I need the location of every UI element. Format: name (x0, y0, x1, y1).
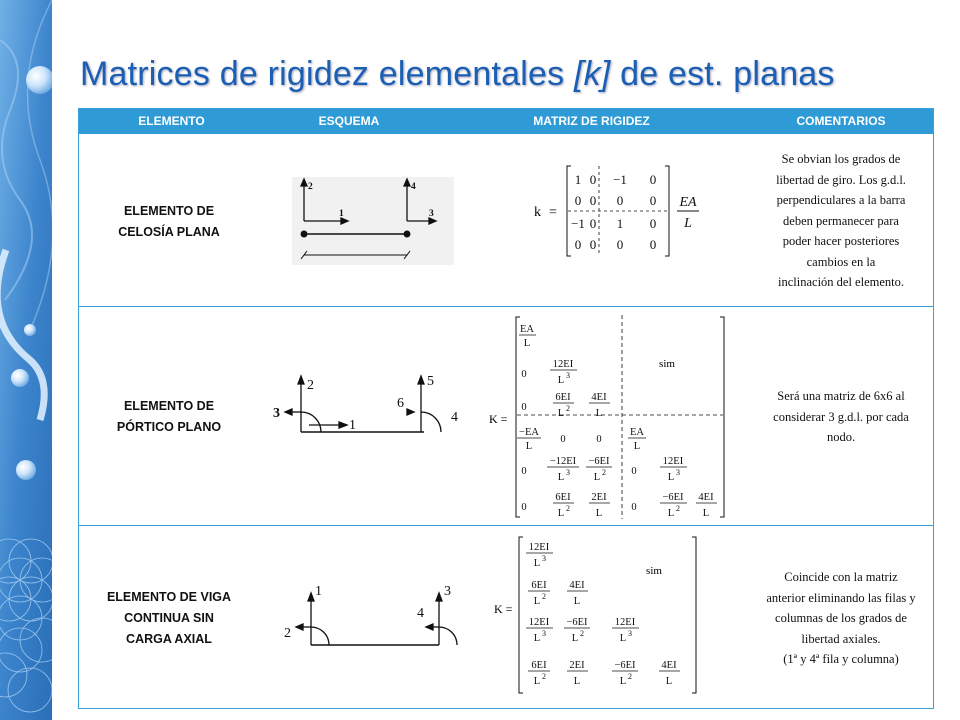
dof-label-2: 2 (307, 378, 314, 393)
comment-line: anterior eliminando las filas y (766, 590, 916, 605)
matrix-cell: L (533, 558, 541, 569)
matrix-exponent: 3 (566, 468, 570, 477)
row-divider (79, 525, 933, 526)
element-name-line: ELEMENTO DE (123, 399, 215, 413)
element-name-truss (79, 201, 259, 243)
beam-stiffness-matrix (489, 529, 709, 699)
dof-label-1: 1 (339, 209, 344, 219)
dof-label-1: 1 (349, 418, 356, 433)
matrix-exponent: 2 (566, 504, 570, 513)
matrix-cell: L (523, 338, 531, 349)
matrix-cell: L (573, 596, 581, 607)
matrix-cell: 4EI (569, 580, 585, 591)
comment-line: inclinación del elemento. (778, 275, 904, 289)
comment-frame (749, 386, 933, 448)
dof-label-1: 1 (315, 584, 322, 599)
dof-label-2: 2 (284, 626, 291, 641)
matrix-factor-num: EA (679, 195, 697, 210)
matrix-cell: L (593, 472, 601, 483)
matrix-exponent: 2 (628, 672, 632, 681)
stiffness-table (78, 108, 934, 709)
symmetry-label: sim (659, 358, 675, 370)
matrix-cell: 4EI (591, 392, 607, 403)
matrix-exponent: 2 (542, 592, 546, 601)
matrix-cell: 0 (521, 369, 527, 380)
header-matriz: MATRIZ DE RIGIDEZ (533, 114, 650, 128)
matrix-cell: EA (630, 427, 644, 438)
matrix-cell: 6EI (531, 580, 547, 591)
matrix-cell: 0 (649, 172, 657, 187)
symmetry-label: sim (646, 565, 662, 577)
header-esquema: ESQUEMA (318, 114, 380, 128)
matrix-cell: L (557, 408, 565, 419)
comment-line: cambios en la (806, 254, 876, 269)
matrix-cell: L (573, 676, 581, 687)
matrix-cell: L (595, 508, 603, 519)
matrix-cell: 12EI (528, 617, 550, 628)
dof-label-3: 3 (444, 584, 451, 599)
matrix-cell: 0 (560, 434, 566, 445)
dof-label-2: 2 (308, 182, 313, 192)
beam-schema-diagram (279, 577, 469, 657)
matrix-exponent: 2 (676, 504, 680, 513)
title-text-end: de est. planas (610, 55, 835, 93)
matrix-exponent: 3 (628, 629, 632, 638)
matrix-cell: 12EI (614, 617, 636, 628)
matrix-lhs: k (534, 205, 541, 220)
comment-line: perpendiculares a la barra (776, 193, 906, 207)
matrix-cell: L (595, 408, 603, 419)
matrix-cell: 6EI (531, 660, 547, 671)
matrix-cell: L (619, 633, 627, 644)
matrix-cell: L (702, 508, 710, 519)
matrix-cell: 0 (589, 216, 597, 231)
dof-label-3: 3 (273, 406, 280, 421)
element-name-line: ELEMENTO DE (123, 204, 215, 218)
header-elemento: ELEMENTO (138, 114, 205, 128)
comment-line: poder hacer posteriores (782, 234, 900, 248)
truss-schema-diagram (292, 177, 454, 267)
matrix-cell: 0 (631, 466, 637, 477)
matrix-cell: −6EI (588, 456, 610, 467)
matrix-exponent: 3 (676, 468, 680, 477)
matrix-exponent: 3 (542, 554, 546, 563)
matrix-cell: 0 (649, 216, 657, 231)
comment-line: (1ª y 4ª fila y columna) (783, 652, 899, 666)
element-name-line: CELOSÍA PLANA (118, 225, 220, 239)
comment-line: Se obvian los grados de (781, 152, 901, 166)
element-name-line: CARGA AXIAL (126, 632, 212, 646)
title-k-symbol: [k] (573, 55, 611, 93)
matrix-cell: −1 (613, 172, 627, 187)
matrix-cell: 12EI (662, 456, 684, 467)
matrix-cell: 12EI (528, 542, 550, 553)
matrix-cell: −12EI (549, 456, 577, 467)
matrix-cell: 0 (589, 237, 597, 252)
row-divider (79, 306, 933, 307)
matrix-cell: L (557, 508, 565, 519)
matrix-exponent: 3 (566, 371, 570, 380)
matrix-cell: 0 (589, 172, 597, 187)
truss-stiffness-matrix (529, 161, 709, 261)
element-name-line: PÓRTICO PLANO (116, 420, 222, 434)
matrix-cell: EA (520, 324, 534, 335)
bubble-icon (24, 324, 36, 336)
matrix-cell: 1 (574, 172, 582, 187)
matrix-exponent: 2 (580, 629, 584, 638)
comment-beam (749, 567, 933, 670)
matrix-cell: 0 (521, 466, 527, 477)
matrix-cell: L (533, 676, 541, 687)
comment-line: libertad de giro. Los g.d.l. (776, 172, 906, 187)
matrix-cell: 0 (574, 237, 582, 252)
matrix-exponent: 2 (542, 672, 546, 681)
matrix-cell: L (667, 508, 675, 519)
matrix-cell: L (571, 633, 579, 644)
dof-label-6: 6 (397, 396, 404, 411)
matrix-lhs: K = (489, 412, 508, 426)
dof-label-5: 5 (427, 374, 434, 389)
comment-line: nodo. (826, 430, 856, 444)
bubble-icon (11, 369, 29, 387)
element-name-frame (79, 396, 259, 438)
dof-label-4: 4 (411, 182, 416, 192)
matrix-cell: 4EI (698, 492, 714, 503)
matrix-cell: L (619, 676, 627, 687)
comment-line: considerar 3 g.d.l. por cada (773, 409, 909, 424)
matrix-cell: −EA (519, 427, 539, 438)
table-header (79, 109, 933, 134)
element-name-line: CONTINUA SIN (124, 611, 214, 625)
matrix-cell: 6EI (555, 392, 571, 403)
matrix-cell: 12EI (552, 359, 574, 370)
frame-stiffness-matrix (484, 311, 729, 521)
matrix-cell: 0 (521, 402, 527, 413)
matrix-cell: 0 (574, 193, 582, 208)
comment-line: columnas de los grados de (775, 611, 907, 625)
matrix-cell: 0 (649, 193, 657, 208)
matrix-cell: 0 (616, 193, 624, 208)
comment-line: Será una matriz de 6x6 al (777, 389, 905, 403)
matrix-exponent: 3 (542, 629, 546, 638)
matrix-lhs: K = (494, 602, 513, 616)
matrix-exponent: 2 (602, 468, 606, 477)
matrix-equals: = (549, 205, 557, 220)
title-text: Matrices de rigidez elementales (80, 55, 574, 93)
comment-line: deben permanecer para (783, 213, 899, 228)
matrix-cell: L (665, 676, 673, 687)
matrix-cell: L (557, 472, 565, 483)
matrix-cell: 0 (616, 237, 624, 252)
matrix-cell: 0 (521, 502, 527, 513)
element-name-beam (79, 587, 259, 650)
frame-schema-diagram (269, 365, 469, 445)
comment-line: libertad axiales. (801, 631, 881, 646)
element-name-line: ELEMENTO DE VIGA (106, 590, 232, 604)
matrix-cell: L (533, 596, 541, 607)
matrix-cell: L (633, 441, 641, 452)
matrix-cell: −6EI (614, 660, 636, 671)
page-title (80, 55, 940, 94)
matrix-cell: 0 (589, 193, 597, 208)
matrix-cell: 2EI (591, 492, 607, 503)
matrix-cell: −6EI (566, 617, 588, 628)
matrix-exponent: 2 (566, 404, 570, 413)
matrix-cell: −6EI (662, 492, 684, 503)
dof-label-3: 3 (429, 209, 434, 219)
matrix-cell: 0 (631, 502, 637, 513)
bubble-icon (16, 460, 36, 480)
matrix-cell: 6EI (555, 492, 571, 503)
decorative-side-strip (0, 0, 52, 720)
matrix-cell: L (667, 472, 675, 483)
matrix-cell: 0 (649, 237, 657, 252)
comment-truss (749, 149, 933, 293)
dof-label-4: 4 (451, 410, 458, 425)
matrix-cell: 0 (596, 434, 602, 445)
dof-label-4: 4 (417, 606, 424, 621)
header-comentarios: COMENTARIOS (796, 114, 886, 128)
matrix-cell: 1 (616, 216, 624, 231)
matrix-cell: 2EI (569, 660, 585, 671)
comment-line: Coincide con la matriz (784, 570, 898, 584)
matrix-factor-den: L (684, 216, 692, 231)
matrix-cell: 4EI (661, 660, 677, 671)
matrix-cell: L (525, 441, 533, 452)
matrix-cell: L (557, 375, 565, 386)
matrix-cell: L (533, 633, 541, 644)
matrix-cell: −1 (571, 216, 585, 231)
